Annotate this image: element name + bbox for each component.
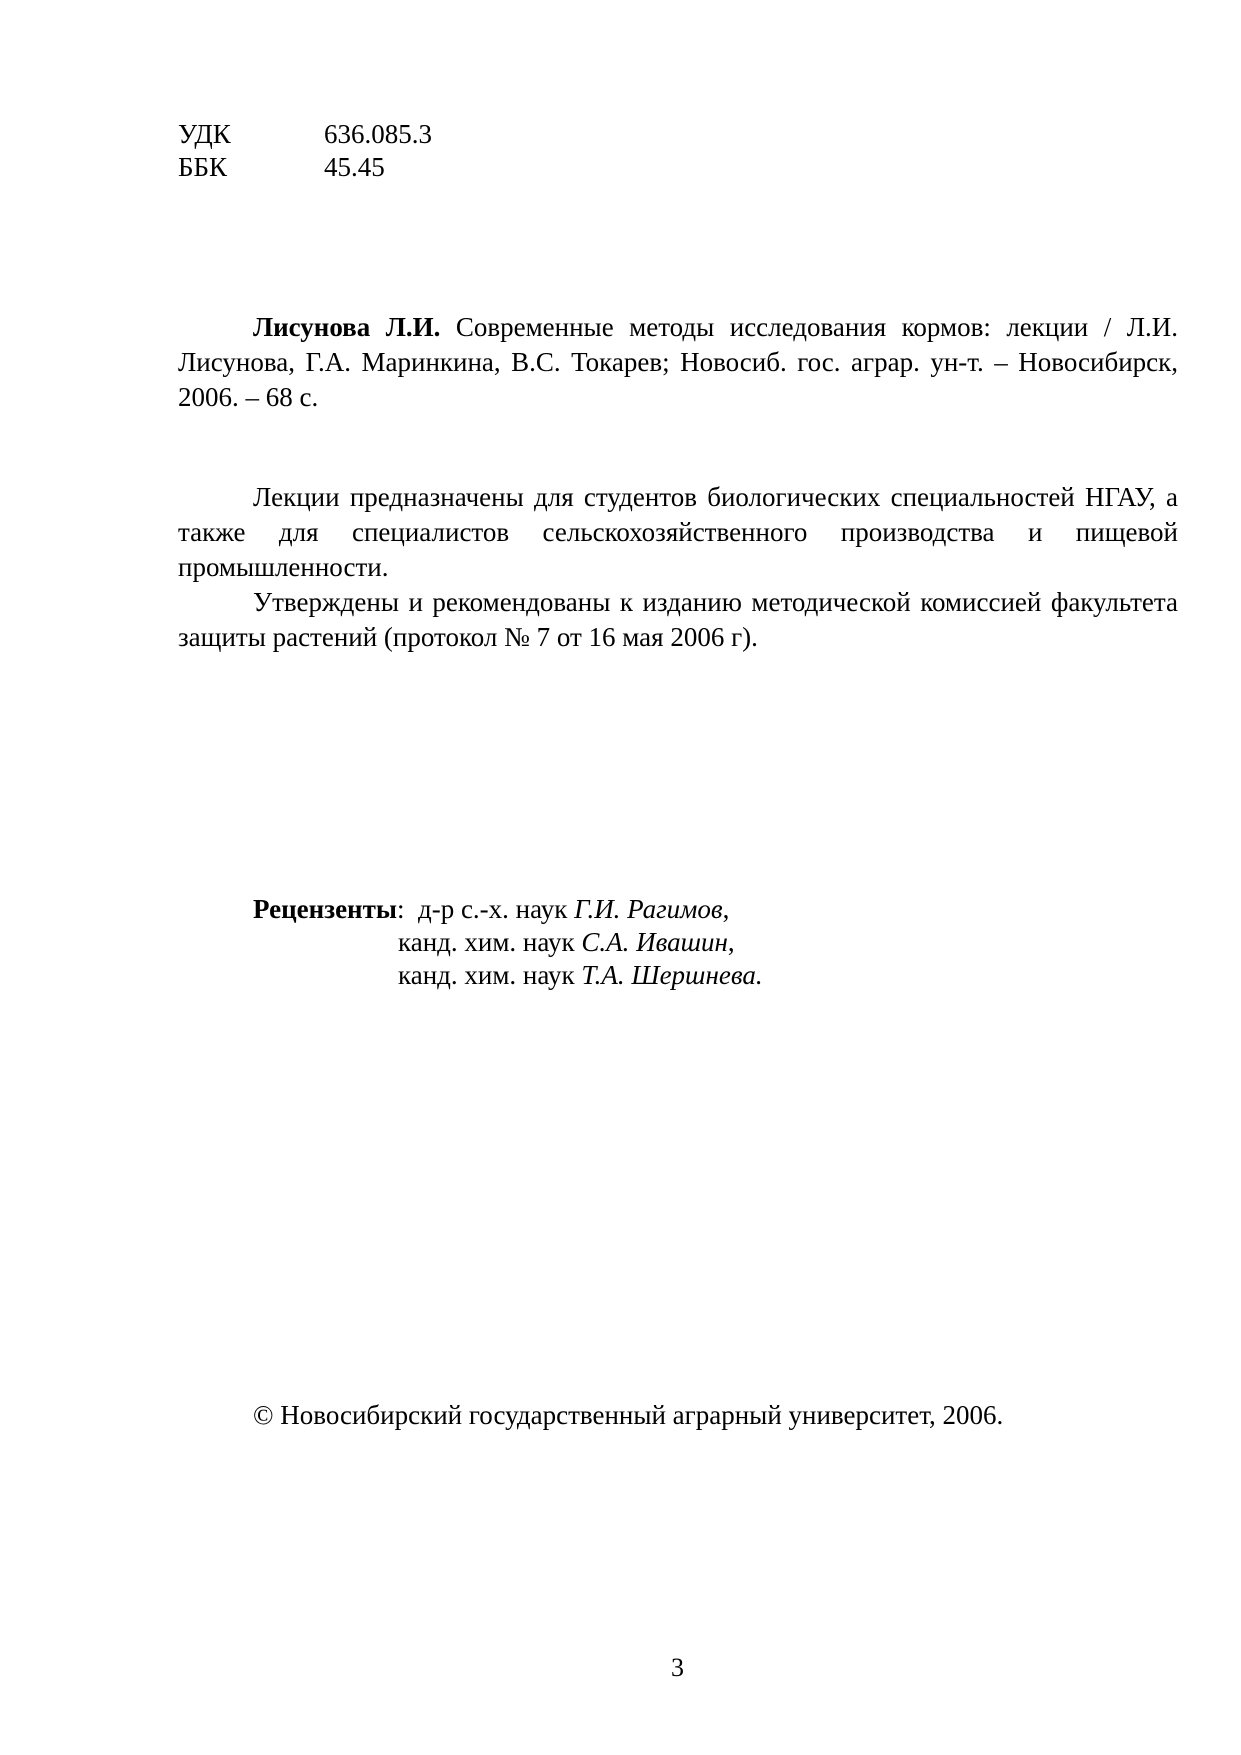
reviewer-punct: , [727,927,735,957]
reviewers-heading: Рецензенты [253,894,397,924]
bibliographic-paragraph [178,310,1178,415]
biblio-author: Лисунова Л.И. [253,312,441,342]
classification-codes [178,118,432,184]
bbk-value: 45.45 [324,152,385,182]
reviewers-block [253,893,763,992]
udc-label: УДК [178,119,231,149]
bbk-label: ББК [178,152,228,182]
reviewer-degree: канд. хим. наук [398,927,582,957]
reviewers-heading-suffix: : [396,894,418,924]
udc-value: 636.085.3 [324,119,432,149]
bibliographic-record [178,310,1178,415]
annotation-paragraph-2: Утверждены и рекомендованы к изданию методической комиссией факультета защиты растений (протокол № 7 от 16 мая 2006 г). [178,587,1178,652]
reviewer-row [253,926,763,959]
reviewer-row [253,959,763,992]
reviewer-name: С.А. Ивашин [581,927,728,957]
bbk-row [178,151,432,184]
reviewer-punct: , [722,894,730,924]
biblio-text: Современные методы исследования кормов: лекции / Л.И. Лисунова, Г.А. Маринкина, В.С. Токарев; Новосиб. гос. аграр. ун-т. – Новосибирск, 2006. – 68 с. [178,312,1179,412]
annotation-paragraph-1: Лекции предназначены для студентов биологических специальностей НГАУ, а также для специалистов сельскохозяйственного производства и пищевой промышленности. [178,482,1178,582]
reviewer-name: Г.И. Рагимов [574,894,723,924]
reviewer-degree: д-р с.-х. наук [417,894,575,924]
reviewer-name: Т.А. Шершнева. [581,960,763,990]
udc-row [178,118,432,151]
reviewer-degree: канд. хим. наук [398,960,582,990]
copyright-notice: © Новосибирский государственный аграрный университет, 2006. [253,1400,1004,1430]
reviewer-row [253,893,763,926]
annotation [178,480,1178,655]
page-number: 3 [671,1653,684,1682]
